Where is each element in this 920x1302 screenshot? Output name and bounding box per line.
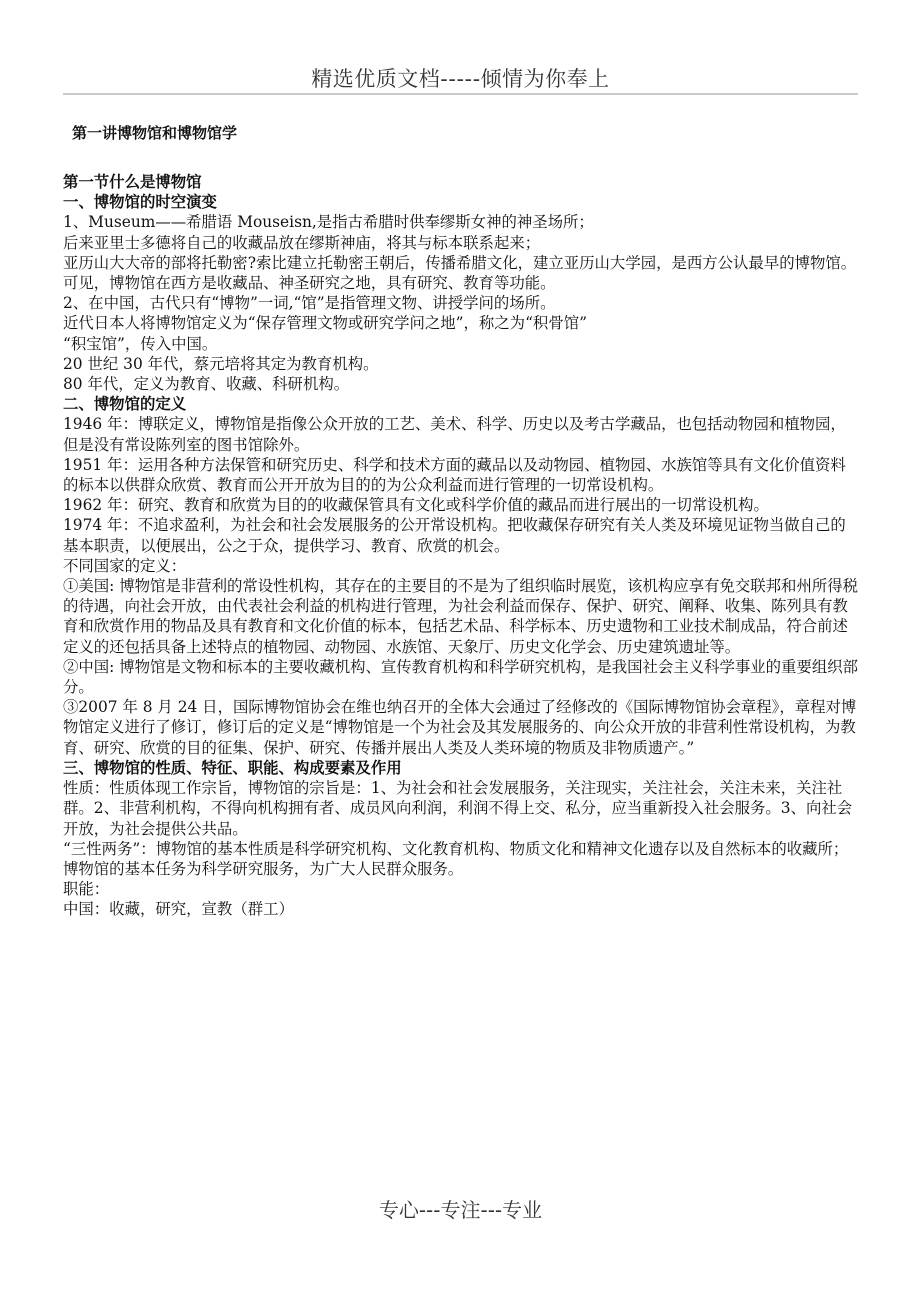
paragraph: 1946 年：博联定义，博物馆是指像公众开放的工艺、美术、科学、历史以及考古学藏品，也包括动物园和植物园，但是没有常设陈列室的图书馆除外。 [63, 415, 846, 454]
paragraph: “积宝馆”，传入中国。 [63, 334, 218, 353]
paragraph: 80 年代，定义为教育、收藏、科研机构。 [63, 375, 350, 394]
section-heading: 第一节什么是博物馆 [63, 173, 202, 191]
paragraph: 1962 年：研究、教育和欣赏为目的的收藏保管具有文化或科学价值的藏品而进行展出的一切常设机构。 [63, 496, 769, 515]
paragraph: 后来亚里士多德将自己的收藏品放在缪斯神庙，将其与标本联系起来； [63, 233, 541, 252]
page-footer: 专心---专注---专业 [378, 1198, 543, 1222]
paragraph: 亚历山大大帝的部将托勒密?索比建立托勒密王朝后，传播希腊文化，建立亚历山大学园，是西方公认最早的博物馆。 [63, 253, 857, 272]
subsection-heading: 三、博物馆的性质、特征、职能、构成要素及作用 [63, 758, 402, 777]
paragraph: 不同国家的定义： [63, 556, 187, 575]
paragraph: ②中国: 博物馆是文物和标本的主要收藏机构、宣传教育机构和科学研究机构，是我国社会主义科学事业的重要组织部分。 [63, 657, 859, 697]
subsection-heading: 一、博物馆的时空演变 [63, 193, 217, 212]
paragraph: 1951 年：运用各种方法保管和研究历史、科学和技术方面的藏品以及动物园、植物园、水族馆等具有文化价值资料的标本以供群众欣赏、教育而公开开放为目的的为公众利益而进行管理的一切常设机构。 [63, 455, 846, 495]
paragraph: ①美国: 博物馆是非营利的常设性机构，其存在的主要目的不是为了组织临时展览，该机构应享有免交联邦和州所得税的待遇，向社会开放，由代表社会利益的机构进行管理，为社会利益而保存、保护、研究、阐释、收集、陈列具有教育和欣赏作用的物品及具有教育和文化价值的标本，包括艺术品、科学标本、历史遗物和工业技术制成品，符合前述定义的还包括具备上述特点的植物园、动物园、水族馆、天象厅、历史文化学会、历史建筑遗址等。 [63, 577, 859, 656]
page-header: 精选优质文档-----倾情为你奉上 [311, 67, 610, 91]
paragraph: 1、Museum——希腊语 Mouseisn,是指古希腊时供奉缪斯女神的神圣场所； [63, 213, 594, 232]
subsection-heading: 二、博物馆的定义 [63, 395, 187, 414]
paragraph: ③2007 年 8 月 24 日，国际博物馆协会在维也纳召开的全体大会通过了经修改的《国际博物馆协会章程》，章程对博物馆定义进行了修订，修订后的定义是“博物馆是一个为社会及其发展服务的、向公众开放的非营利性常设机构，为教育、研究、欣赏的目的征集、保护、研究、传播并展出人类及人类环境的物质及非物质遗产。” [63, 698, 857, 757]
paragraph: 可见，博物馆在西方是收藏品、神圣研究之地，具有研究、教育等功能。 [63, 274, 556, 293]
paragraph: 2、在中国，古代只有“博物”一词,“馆”是指管理文物、讲授学问的场所。 [63, 294, 556, 313]
paragraph: “三性两务”：博物馆的基本性质是科学研究机构、文化教育机构、物质文化和精神文化遗存以及自然标本的收藏所；博物馆的基本任务为科学研究服务，为广大人民群众服务。 [63, 839, 849, 878]
document-body [63, 172, 858, 920]
paragraph: 职能： [63, 880, 110, 899]
paragraph: 1974 年：不追求盈利，为社会和社会发展服务的公开常设机构。把收藏保存研究有关人类及环境见证物当做自己的基本职责，以便展出，公之于众，提供学习、教育、欣赏的机会。 [63, 516, 846, 555]
paragraph: 中国：收藏，研究，宣教（群工） [63, 900, 294, 919]
lecture-title: 第一讲博物馆和博物馆学 [72, 124, 238, 142]
paragraph: 20 世纪 30 年代，蔡元培将其定为教育机构。 [63, 354, 379, 373]
paragraph: 性质：性质体现工作宗旨，博物馆的宗旨是：1、为社会和社会发展服务，关注现实，关注社会，关注未来，关注社群。2、非营利机构，不得向机构拥有者、成员风向利润，利润不得上交、私分，应当重新投入社会服务。3、向社会开放，为社会提供公共品。 [63, 779, 853, 838]
header-divider [63, 93, 858, 95]
paragraph: 近代日本人将博物馆定义为“保存管理文物或研究学问之地”，称之为“积骨馆” [63, 314, 587, 333]
